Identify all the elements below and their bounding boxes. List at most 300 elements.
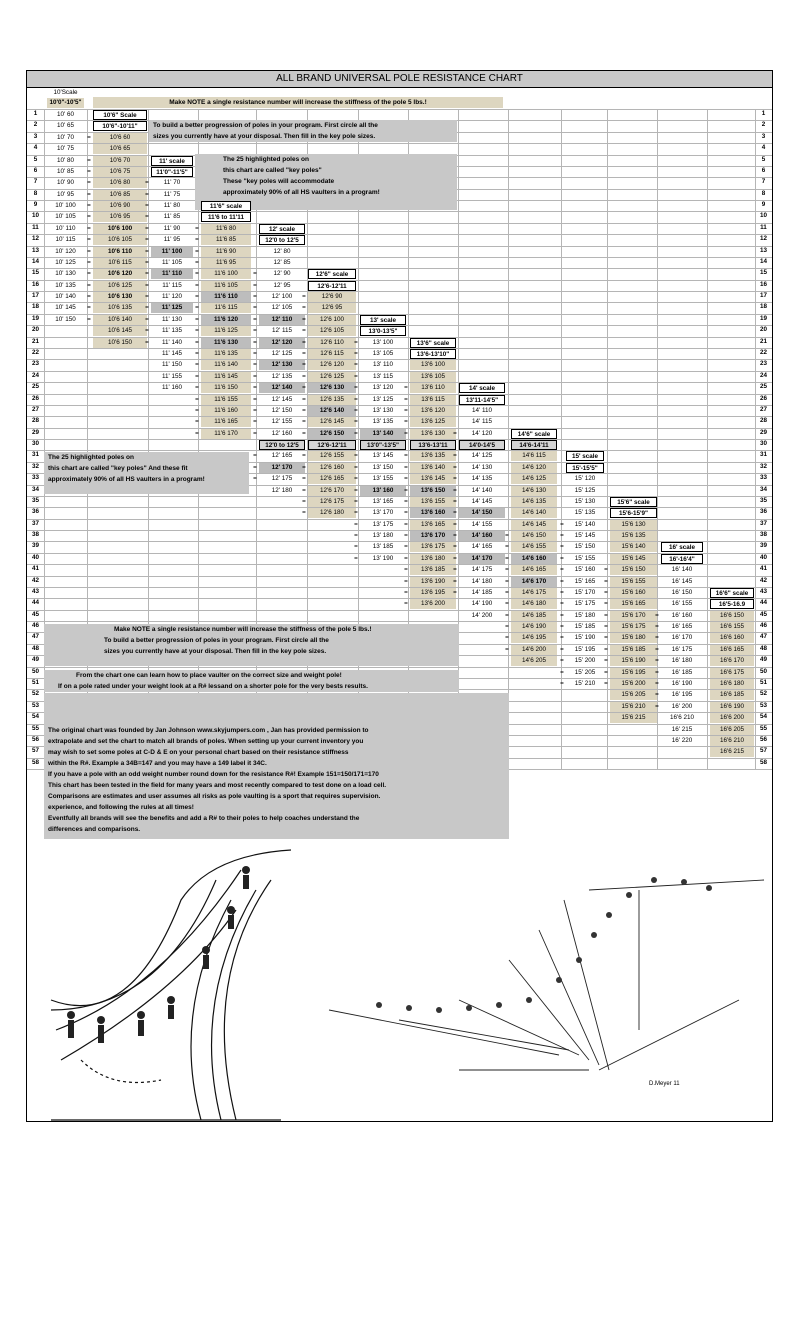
pole-cell: 13' 140 <box>360 429 406 439</box>
equals-sign: = <box>87 179 91 187</box>
pole-cell: 11'6 95 <box>201 258 251 268</box>
middle-note-line: To build a better progression of poles in your program. First circle all the <box>104 637 329 644</box>
pole-cell: 10'6 100 <box>93 224 147 234</box>
row-number: 46 <box>759 622 767 630</box>
row-number: 37 <box>31 519 39 527</box>
pole-cell: 13'6 160 <box>410 508 456 518</box>
pole-cell: 15' 140 <box>574 520 596 528</box>
build-note-1: To build a better progression of poles in your program. First circle all the <box>149 120 457 131</box>
equals-sign: = <box>87 315 91 323</box>
pole-cell: 16'6 210 <box>670 714 694 722</box>
pole-cell: 13'6 120 <box>410 406 456 416</box>
row-number: 27 <box>31 405 39 413</box>
pole-cell: 16'6 210 <box>710 736 754 746</box>
equals-sign: = <box>505 645 509 653</box>
pole-cell: 13' 120 <box>372 384 394 392</box>
pole-cell: 14' 200 <box>471 611 493 619</box>
pole-cell: 11' 155 <box>162 372 182 380</box>
equals-sign: = <box>253 463 257 471</box>
illustration-signature: D.Meyer 11 <box>649 1081 680 1087</box>
equals-sign: = <box>87 202 91 210</box>
pole-cell: 16' 185 <box>671 668 693 676</box>
pole-cell: 16'6 165 <box>710 645 754 655</box>
pole-cell: 15' 165 <box>574 577 596 585</box>
pole-cell: 10' 65 <box>57 122 74 130</box>
pole-cell: 14' 190 <box>471 600 493 608</box>
note-top: Make NOTE a single resistance number will increase the stiffness of the pole 5 lbs.! <box>93 97 503 108</box>
pole-cell: 13' 145 <box>372 452 394 460</box>
pole-cell: 14' 165 <box>471 543 493 551</box>
equals-sign: = <box>195 361 199 369</box>
pole-cell: 10'6 105 <box>93 235 147 245</box>
row-number: 33 <box>759 474 767 482</box>
equals-sign: = <box>655 668 659 676</box>
row-number: 21 <box>759 337 767 345</box>
pole-cell: 16' 190 <box>671 680 693 687</box>
pole-cell: 13'6 155 <box>410 497 456 507</box>
scale-cell: 13'6-13'10" <box>410 349 456 359</box>
equals-sign: = <box>87 156 91 164</box>
equals-sign: = <box>404 543 408 551</box>
row-number: 28 <box>31 417 39 425</box>
pole-cell: 10' 110 <box>55 224 76 232</box>
row-number: 11 <box>760 223 767 231</box>
equals-sign: = <box>505 554 509 562</box>
row-number: 3 <box>33 132 38 140</box>
pole-cell: 11' 110 <box>151 269 193 279</box>
row-number: 41 <box>759 565 767 573</box>
build-note-2: sizes you currently have at your disposal. Then fill in the key pole sizes. <box>149 131 457 142</box>
pole-cell: 16'6 150 <box>710 611 754 621</box>
scale-cell: 15'6-15'9" <box>610 508 657 518</box>
pole-cell: 13' 125 <box>372 395 394 403</box>
equals-sign: = <box>505 634 509 642</box>
equals-sign: = <box>87 270 91 278</box>
pole-cell: 11' 80 <box>163 202 181 210</box>
equals-sign: = <box>253 293 257 301</box>
equals-sign: = <box>453 532 457 540</box>
row-number: 52 <box>31 690 39 698</box>
pole-cell: 16' 215 <box>671 725 693 733</box>
equals-sign: = <box>604 623 608 631</box>
equals-sign: = <box>302 304 306 312</box>
pole-cell: 11' 120 <box>162 293 182 301</box>
pole-cell: 14' 160 <box>459 531 505 541</box>
equals-sign: = <box>655 623 659 631</box>
pole-cell: 15' 150 <box>574 543 596 551</box>
equals-sign: = <box>453 554 457 562</box>
equals-sign: = <box>302 497 306 505</box>
equals-sign: = <box>404 463 408 471</box>
equals-sign: = <box>453 566 457 574</box>
row-number: 31 <box>31 451 39 459</box>
pole-cell: 14'6 195 <box>511 633 557 643</box>
pole-cell: 14'6 150 <box>511 531 557 541</box>
equals-sign: = <box>87 213 91 221</box>
equals-sign: = <box>354 372 358 380</box>
pole-cell: 15' 130 <box>574 497 596 505</box>
pole-cell: 12'6 125 <box>308 372 356 382</box>
pole-cell: 15' 210 <box>574 680 596 687</box>
equals-sign: = <box>655 680 659 687</box>
pole-cell: 10'6 70 <box>93 156 147 166</box>
equals-sign: = <box>145 281 149 289</box>
row-number: 22 <box>31 348 39 356</box>
pole-cell: 13'6 105 <box>410 372 456 382</box>
scale-cell: 12'6-12'11 <box>308 281 356 291</box>
pole-cell: 14'6 115 <box>511 451 557 461</box>
equals-sign: = <box>560 600 564 608</box>
row-number: 6 <box>761 166 766 174</box>
pole-cell: 13' 185 <box>372 543 394 551</box>
equals-sign: = <box>354 395 358 403</box>
key-note-line: These "key poles will accommodate <box>223 178 335 185</box>
left-key-line: The 25 highlighted poles on <box>48 454 134 461</box>
equals-sign: = <box>604 577 608 585</box>
info-note <box>44 693 509 839</box>
row-number: 30 <box>759 440 767 448</box>
row-number: 56 <box>31 735 39 743</box>
equals-sign: = <box>354 554 358 562</box>
pole-cell: 12' 105 <box>271 304 293 312</box>
row-number: 12 <box>759 235 767 243</box>
scale-cell: 14'6" scale <box>511 429 557 439</box>
placement-line: From the chart one can learn how to place vaulter on the correct size and weight pole! <box>76 672 342 679</box>
equals-sign: = <box>604 588 608 596</box>
scale-cell: 12'6" scale <box>308 269 356 279</box>
info-line: The original chart was founded by Jan Johnson www.skyjumpers.com , Jan has provided permission to <box>48 727 369 734</box>
pole-cell: 12'6 175 <box>308 497 356 507</box>
row-number: 57 <box>759 747 767 755</box>
pole-cell: 11'6 135 <box>201 349 251 359</box>
pole-cell: 11'6 90 <box>201 247 251 257</box>
row-number: 25 <box>759 383 767 391</box>
pole-cell: 11'6 155 <box>201 395 251 405</box>
equals-sign: = <box>302 395 306 403</box>
pole-cell: 16'6 180 <box>710 679 754 689</box>
pole-cell: 12' 175 <box>271 475 293 483</box>
equals-sign: = <box>354 543 358 551</box>
equals-sign: = <box>253 395 257 403</box>
pole-cell: 15' 175 <box>574 600 596 608</box>
row-number: 41 <box>31 565 39 573</box>
pole-cell: 13'6 165 <box>410 520 456 530</box>
equals-sign: = <box>404 497 408 505</box>
equals-sign: = <box>253 384 257 392</box>
pole-cell: 13'6 125 <box>410 417 456 427</box>
pole-cell: 16'6 205 <box>710 725 754 735</box>
equals-sign: = <box>404 577 408 585</box>
equals-sign: = <box>404 588 408 596</box>
pole-cell: 16' 200 <box>671 702 693 710</box>
info-line: within the R#. Example a 34B=147 and you may have a 149 label it 34C. <box>48 760 267 767</box>
pole-cell: 14' 175 <box>471 566 493 574</box>
pole-cell: 15' 195 <box>574 645 596 653</box>
pole-cell: 12' 90 <box>273 270 291 278</box>
row-number: 11 <box>32 223 39 231</box>
pole-cell: 10'6 150 <box>93 338 147 348</box>
pole-cell: 11' 70 <box>163 179 181 187</box>
row-number: 35 <box>31 496 39 504</box>
pole-cell: 12' 135 <box>271 372 293 380</box>
equals-sign: = <box>604 634 608 642</box>
pole-cell: 13'6 200 <box>410 599 456 609</box>
equals-sign: = <box>302 452 306 460</box>
pole-cell: 11'6 85 <box>201 235 251 245</box>
pole-cell: 10' 80 <box>57 156 74 164</box>
scale-cell: 12'0 to 12'5 <box>259 440 305 450</box>
row-number: 44 <box>759 599 767 607</box>
pole-cell: 10' 100 <box>55 202 76 210</box>
pole-cell: 10'6 75 <box>93 167 147 177</box>
scale-cell: 13'11-14'5" <box>459 395 505 405</box>
pole-cell: 14'6 200 <box>511 645 557 655</box>
vault-phases-illustration <box>41 840 307 1121</box>
pole-cell: 12'6 155 <box>308 451 356 461</box>
row-number: 16 <box>31 280 39 288</box>
equals-sign: = <box>87 293 91 301</box>
pole-cell: 13' 155 <box>372 475 394 483</box>
pole-cell: 11' 100 <box>151 247 193 257</box>
equals-sign: = <box>253 281 257 289</box>
pole-cell: 12'6 135 <box>308 395 356 405</box>
pole-cell: 13' 110 <box>373 361 393 369</box>
row-number: 3 <box>761 132 766 140</box>
pole-cell: 15'6 135 <box>610 531 657 541</box>
pole-cell: 15' 200 <box>574 657 596 665</box>
equals-sign: = <box>354 406 358 414</box>
equals-sign: = <box>145 213 149 221</box>
row-number: 58 <box>31 758 39 766</box>
row-number: 25 <box>31 383 39 391</box>
pole-cell: 13'6 190 <box>410 577 456 587</box>
pole-cell: 13' 180 <box>372 532 394 540</box>
row-number: 20 <box>31 326 39 334</box>
left-key-note <box>44 452 249 494</box>
pole-cell: 15'6 150 <box>610 565 657 575</box>
pole-cell: 12' 100 <box>271 293 293 301</box>
pole-cell: 12' 180 <box>271 486 293 494</box>
row-number: 19 <box>759 314 767 322</box>
middle-note <box>44 624 459 666</box>
row-number: 4 <box>761 144 766 152</box>
scale-cell: 15'6" scale <box>610 497 657 507</box>
row-number: 12 <box>31 235 39 243</box>
scale-cell: 14'6-14'11 <box>511 440 557 450</box>
pole-cell: 12' 160 <box>271 429 293 437</box>
row-number: 31 <box>759 451 767 459</box>
pole-cell: 14'6 190 <box>511 622 557 632</box>
row-number: 48 <box>759 644 767 652</box>
pole-cell: 14'6 180 <box>511 599 557 609</box>
row-number: 1 <box>33 110 38 117</box>
row-number: 21 <box>31 337 39 345</box>
pole-cell: 13'6 115 <box>410 395 456 405</box>
chart-title: ALL BRAND UNIVERSAL POLE RESISTANCE CHART <box>27 71 772 88</box>
equals-sign: = <box>453 497 457 505</box>
equals-sign: = <box>354 349 358 357</box>
pole-cell: 11' 140 <box>162 338 182 346</box>
pole-cell: 15' 135 <box>574 509 596 517</box>
equals-sign: = <box>560 588 564 596</box>
row-number: 10 <box>759 212 767 220</box>
pole-cell: 11'6 80 <box>201 224 251 234</box>
row-number: 7 <box>33 178 38 186</box>
equals-sign: = <box>87 304 91 312</box>
pole-cell: 11'6 170 <box>201 429 251 439</box>
pole-cell: 13' 130 <box>372 406 394 414</box>
key-note-line: approximately 90% of all HS vaulters in a program! <box>223 189 380 196</box>
pole-cell: 10' 150 <box>55 315 76 323</box>
pole-cell: 15' 190 <box>574 634 596 642</box>
pole-cell: 10' 130 <box>55 270 76 278</box>
scale-cell: 10'6" Scale <box>93 110 147 120</box>
pole-cell: 16'6 175 <box>710 668 754 678</box>
equals-sign: = <box>604 668 608 676</box>
pole-cell: 12'6 150 <box>308 429 356 439</box>
equals-sign: = <box>302 509 306 517</box>
row-number: 36 <box>31 508 39 516</box>
pole-cell: 13'6 175 <box>410 542 456 552</box>
scale-range: 10'0"-10'5" <box>47 98 84 108</box>
pole-cell: 12'6 145 <box>308 417 356 427</box>
pole-cell: 11'6 110 <box>201 292 251 302</box>
equals-sign: = <box>253 418 257 426</box>
pole-cell: 12' 95 <box>273 281 291 289</box>
equals-sign: = <box>87 236 91 244</box>
column-line <box>707 109 708 769</box>
pole-cell: 13'6 185 <box>410 565 456 575</box>
equals-sign: = <box>195 406 199 414</box>
equals-sign: = <box>354 509 358 517</box>
pole-cell: 10'6 90 <box>93 201 147 211</box>
pole-cell: 15'6 195 <box>610 668 657 678</box>
pole-cell: 12'6 90 <box>308 292 356 302</box>
pole-cell: 13' 160 <box>360 486 406 496</box>
pole-cell: 11' 160 <box>162 384 182 392</box>
pole-cell: 16' 155 <box>671 600 693 608</box>
row-number: 47 <box>31 633 39 641</box>
equals-sign: = <box>505 611 509 619</box>
equals-sign: = <box>453 577 457 585</box>
pole-cell: 16' 170 <box>671 634 693 642</box>
equals-sign: = <box>87 133 91 141</box>
pole-cell: 12'6 100 <box>308 315 356 325</box>
equals-sign: = <box>87 247 91 255</box>
row-number: 26 <box>759 394 767 402</box>
scale-cell: 11'6" scale <box>201 201 251 211</box>
equals-sign: = <box>302 406 306 414</box>
pole-cell: 10'6 85 <box>93 190 147 200</box>
equals-sign: = <box>354 497 358 505</box>
scale-cell: 13' scale <box>360 315 406 325</box>
pole-cell: 10' 105 <box>55 213 76 221</box>
equals-sign: = <box>302 463 306 471</box>
pole-cell: 12' 155 <box>271 418 293 426</box>
scale-cell: 13'0"-13'5" <box>360 440 406 450</box>
pole-cell: 15'6 130 <box>610 520 657 530</box>
scale-cell: 11' scale <box>151 156 193 166</box>
pole-cell: 15' 160 <box>574 566 596 574</box>
row-number: 27 <box>759 405 767 413</box>
equals-sign: = <box>354 520 358 528</box>
row-number: 56 <box>759 735 767 743</box>
equals-sign: = <box>145 236 149 244</box>
pole-cell: 12' 145 <box>271 395 293 403</box>
equals-sign: = <box>253 452 257 460</box>
equals-sign: = <box>453 429 457 437</box>
equals-sign: = <box>195 281 199 289</box>
equals-sign: = <box>302 315 306 323</box>
equals-sign: = <box>404 406 408 414</box>
equals-sign: = <box>145 315 149 323</box>
equals-sign: = <box>604 645 608 653</box>
pole-cell: 13'6 110 <box>410 383 456 393</box>
pole-cell: 16' 150 <box>671 588 693 596</box>
pole-cell: 13' 100 <box>372 338 394 346</box>
pole-resistance-sheet <box>26 70 773 1122</box>
equals-sign: = <box>560 566 564 574</box>
equals-sign: = <box>302 475 306 483</box>
equals-sign: = <box>453 463 457 471</box>
middle-note-line: Make NOTE a single resistance number will increase the stiffness of the pole 5 lbs.! <box>114 626 372 633</box>
pole-cell: 15'6 165 <box>610 599 657 609</box>
pole-cell: 14'6 165 <box>511 565 557 575</box>
pole-cell: 13' 175 <box>372 520 394 528</box>
row-number: 32 <box>759 462 767 470</box>
key-note-line: The 25 highlighted poles on <box>223 156 309 163</box>
equals-sign: = <box>404 532 408 540</box>
pole-cell: 14' 145 <box>471 497 493 505</box>
equals-sign: = <box>453 588 457 596</box>
pole-cell: 11' 75 <box>163 190 181 198</box>
info-line: differences and comparisons. <box>48 826 141 833</box>
vault-sequence-illustration <box>309 840 772 1121</box>
equals-sign: = <box>87 224 91 232</box>
pole-cell: 16' 180 <box>671 657 693 665</box>
pole-cell: 10' 70 <box>57 133 74 141</box>
info-line: Eventfully all brands will see the benefits and add a R# to their poles to help coaches understand the <box>48 815 360 822</box>
equals-sign: = <box>354 486 358 494</box>
pole-cell: 14'6 135 <box>511 497 557 507</box>
equals-sign: = <box>453 520 457 528</box>
scale-cell: 12' scale <box>259 224 305 234</box>
row-number: 33 <box>31 474 39 482</box>
pole-cell: 11'6 105 <box>201 281 251 291</box>
equals-sign: = <box>404 554 408 562</box>
pole-cell: 10'6 115 <box>93 258 147 268</box>
pole-cell: 12'6 95 <box>308 303 356 313</box>
row-number: 29 <box>31 428 39 436</box>
row-number: 13 <box>31 246 39 254</box>
pole-cell: 15' 205 <box>574 668 596 676</box>
pole-cell: 15' 145 <box>574 532 596 540</box>
row-number: 19 <box>31 314 39 322</box>
pole-cell: 12' 165 <box>271 452 293 460</box>
pole-cell: 11'6 130 <box>201 338 251 348</box>
row-number: 22 <box>759 348 767 356</box>
pole-cell: 13' 150 <box>372 463 394 471</box>
equals-sign: = <box>195 247 199 255</box>
equals-sign: = <box>253 304 257 312</box>
row-number: 37 <box>759 519 767 527</box>
pole-cell: 10' 115 <box>55 236 76 244</box>
equals-sign: = <box>195 327 199 335</box>
scale-cell: 14'0-14'5 <box>459 440 505 450</box>
pole-cell: 12' 115 <box>272 327 292 335</box>
pole-cell: 16' 145 <box>671 577 693 585</box>
scale-cell: 13'0-13'5" <box>360 326 406 336</box>
